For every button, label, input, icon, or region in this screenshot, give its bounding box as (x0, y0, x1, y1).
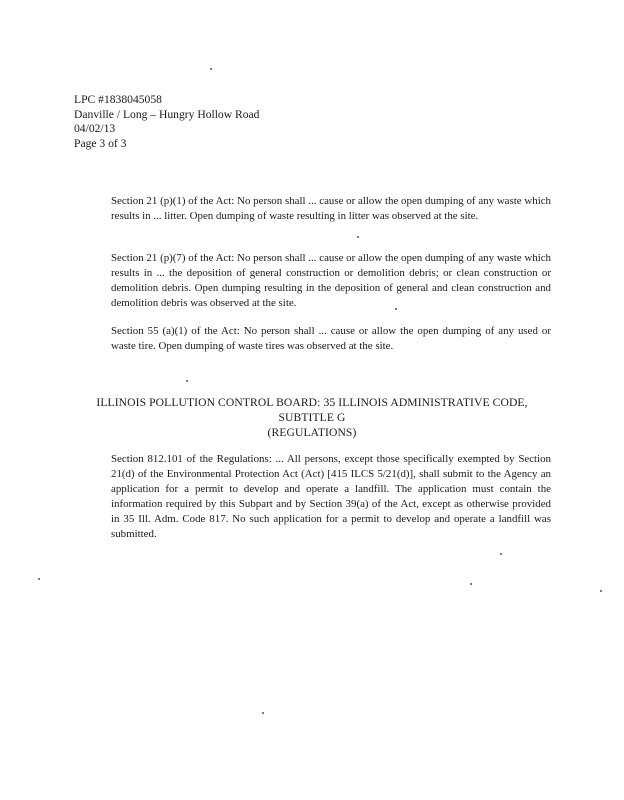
scan-speck (395, 308, 397, 310)
scan-speck (210, 68, 212, 70)
regulations-heading-line3: (REGULATIONS) (267, 426, 357, 439)
lpc-number: LPC #1838045058 (74, 93, 162, 106)
scan-speck (38, 578, 40, 580)
section-812-101-paragraph: Section 812.101 of the Regulations: ... All persons, except those specifically exempted by Section 21(d) of the Environmental Protection Act (Act) [415 ILCS 5/21(d)], shall submit to the Agency an application for a permit to develop and operate a landfill. The application must contain the information required by this Subpart and by Section 39(a) of the Act, except as otherwise provided in 35 Ill. Adm. Code 817. No such application for a permit to develop and operate a landfill was submitted. (111, 453, 551, 540)
site-name: Danville / Long – Hungry Hollow Road (74, 107, 260, 121)
document-date: 04/02/13 (74, 122, 116, 135)
regulations-heading (80, 395, 544, 440)
page-number: Page 3 of 3 (74, 136, 127, 150)
section-55-a1-paragraph: Section 55 (a)(1) of the Act: No person shall ... cause or allow the open dumping of any used or waste tire. Open dumping of waste tires was observed at the site. (111, 325, 551, 352)
scan-speck (262, 712, 264, 714)
regulations-heading-line2: SUBTITLE G (278, 411, 346, 424)
document-header (74, 93, 259, 151)
section-21-p7-paragraph: Section 21 (p)(7) of the Act: No person shall ... cause or allow the open dumping of any waste which results in ... the deposition of general construction or demolition debris; or clean construction or demolition debris. Open dumping resulting in the deposition of general and clean construction and demolition debris was observed at the site. (111, 252, 551, 309)
regulations-heading-line1: ILLINOIS POLLUTION CONTROL BOARD: 35 ILLINOIS ADMINISTRATIVE CODE, (96, 396, 528, 409)
scan-speck (186, 380, 188, 382)
scan-speck (470, 583, 472, 585)
scan-speck (500, 553, 502, 555)
section-21-p1-paragraph: Section 21 (p)(1) of the Act: No person shall ... cause or allow the open dumping of any waste which results in ... litter. Open dumping of waste resulting in litter was observed at the site. (111, 195, 551, 222)
scan-speck (600, 590, 602, 592)
scan-speck (357, 236, 359, 238)
